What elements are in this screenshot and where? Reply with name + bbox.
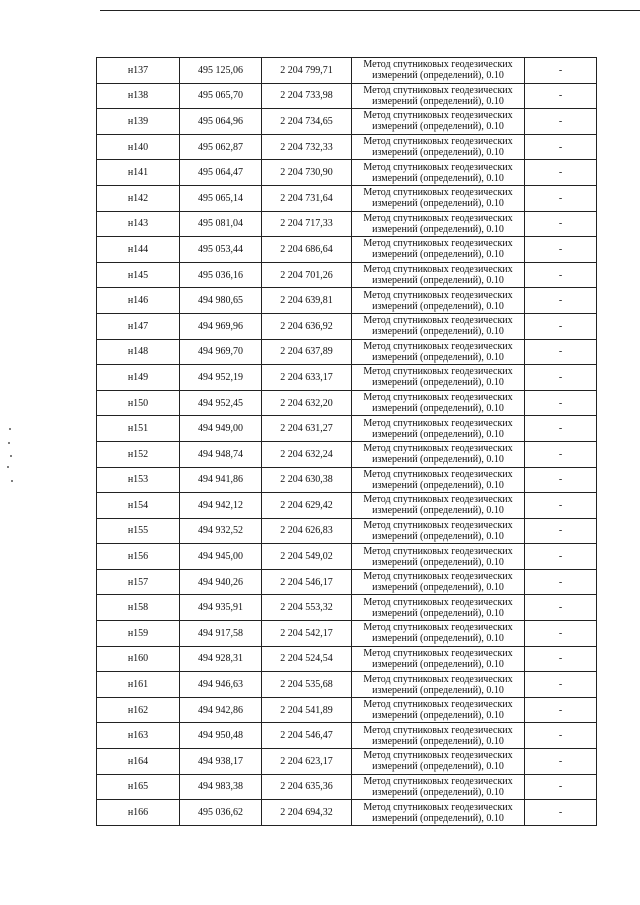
table-row (97, 134, 597, 160)
method-text-line-2: измерений (определений), 0.10 (372, 249, 504, 261)
method-text-line-1: Метод спутниковых геодезических (363, 110, 513, 122)
x-coordinate-cell: 495 065,70 (180, 83, 262, 109)
point-name-cell: н143 (97, 211, 180, 237)
extra-cell (525, 544, 597, 570)
method-text-line-1: Метод спутниковых геодезических (363, 571, 513, 583)
point-name-cell: н164 (97, 749, 180, 775)
table-row (97, 416, 597, 442)
method-text-line-1: Метод спутниковых геодезических (363, 775, 513, 787)
method-text-line-1: Метод спутниковых геодезических (363, 289, 513, 301)
y-coordinate-cell: 2 204 626,83 (262, 518, 352, 544)
method-cell (352, 365, 525, 391)
y-coordinate-cell: 2 204 542,17 (262, 621, 352, 647)
method-text-line-2: измерений (определений), 0.10 (372, 377, 504, 389)
table-row (97, 800, 597, 826)
y-coordinate-cell: 2 204 553,32 (262, 595, 352, 621)
point-name-cell: н163 (97, 723, 180, 749)
extra-cell (525, 185, 597, 211)
method-text-line-1: Метод спутниковых геодезических (363, 417, 513, 429)
dash-mark: - (558, 730, 563, 742)
method-cell (352, 416, 525, 442)
extra-cell (525, 723, 597, 749)
method-cell (352, 441, 525, 467)
extra-cell (525, 441, 597, 467)
method-text-line-1: Метод спутниковых геодезических (363, 494, 513, 506)
dash-mark: - (558, 474, 563, 486)
dash-mark: - (558, 218, 563, 230)
x-coordinate-cell: 494 950,48 (180, 723, 262, 749)
dash-mark: - (558, 295, 563, 307)
x-coordinate-cell: 494 940,26 (180, 569, 262, 595)
table-row (97, 774, 597, 800)
method-cell (352, 518, 525, 544)
point-name-cell: н151 (97, 416, 180, 442)
table-row (97, 262, 597, 288)
method-cell (352, 646, 525, 672)
extra-cell (525, 288, 597, 314)
y-coordinate-cell: 2 204 733,98 (262, 83, 352, 109)
point-name-cell: н141 (97, 160, 180, 186)
x-coordinate-cell: 494 980,65 (180, 288, 262, 314)
table-row (97, 83, 597, 109)
method-text-line-2: измерений (определений), 0.10 (372, 403, 504, 415)
point-name-cell: н139 (97, 109, 180, 135)
y-coordinate-cell: 2 204 639,81 (262, 288, 352, 314)
extra-cell (525, 774, 597, 800)
method-text-line-1: Метод спутниковых геодезических (363, 59, 513, 71)
x-coordinate-cell: 495 065,14 (180, 185, 262, 211)
method-text-line-1: Метод спутниковых геодезических (363, 647, 513, 659)
dash-mark: - (558, 499, 563, 511)
y-coordinate-cell: 2 204 637,89 (262, 339, 352, 365)
extra-cell (525, 160, 597, 186)
method-text-line-2: измерений (определений), 0.10 (372, 735, 504, 747)
table-row (97, 58, 597, 84)
method-text-line-1: Метод спутниковых геодезических (363, 264, 513, 276)
x-coordinate-cell: 495 064,96 (180, 109, 262, 135)
dash-mark: - (558, 90, 563, 102)
method-text-line-2: измерений (определений), 0.10 (372, 479, 504, 491)
method-text-line-1: Метод спутниковых геодезических (363, 596, 513, 608)
x-coordinate-cell: 495 062,87 (180, 134, 262, 160)
method-cell (352, 569, 525, 595)
table-row (97, 313, 597, 339)
extra-cell (525, 595, 597, 621)
table-row (97, 467, 597, 493)
extra-cell (525, 390, 597, 416)
dash-mark: - (558, 346, 563, 358)
method-text-line-2: измерений (определений), 0.10 (372, 70, 504, 82)
method-text-line-1: Метод спутниковых геодезических (363, 468, 513, 480)
method-text-line-1: Метод спутниковых геодезических (363, 545, 513, 557)
method-cell (352, 390, 525, 416)
method-cell (352, 493, 525, 519)
method-text-line-2: измерений (определений), 0.10 (372, 658, 504, 670)
method-text-line-1: Метод спутниковых геодезических (363, 443, 513, 455)
point-name-cell: н161 (97, 672, 180, 698)
table-row (97, 441, 597, 467)
dash-mark: - (558, 64, 563, 76)
method-text-line-1: Метод спутниковых геодезических (363, 392, 513, 404)
method-cell (352, 749, 525, 775)
method-text-line-2: измерений (определений), 0.10 (372, 786, 504, 798)
margin-scan-marks (5, 428, 19, 488)
method-text-line-2: измерений (определений), 0.10 (372, 684, 504, 696)
method-cell (352, 467, 525, 493)
y-coordinate-cell: 2 204 631,27 (262, 416, 352, 442)
x-coordinate-cell: 494 942,12 (180, 493, 262, 519)
point-name-cell: н152 (97, 441, 180, 467)
dash-mark: - (558, 755, 563, 767)
method-cell (352, 595, 525, 621)
extra-cell (525, 749, 597, 775)
point-name-cell: н149 (97, 365, 180, 391)
extra-cell (525, 339, 597, 365)
method-cell (352, 288, 525, 314)
point-name-cell: н166 (97, 800, 180, 826)
method-text-line-1: Метод спутниковых геодезических (363, 340, 513, 352)
point-name-cell: н140 (97, 134, 180, 160)
method-cell (352, 262, 525, 288)
extra-cell (525, 365, 597, 391)
dash-mark: - (558, 551, 563, 563)
point-name-cell: н155 (97, 518, 180, 544)
table-row (97, 595, 597, 621)
dash-mark: - (558, 192, 563, 204)
y-coordinate-cell: 2 204 717,33 (262, 211, 352, 237)
extra-cell (525, 83, 597, 109)
point-name-cell: н153 (97, 467, 180, 493)
method-text-line-1: Метод спутниковых геодезических (363, 212, 513, 224)
y-coordinate-cell: 2 204 734,65 (262, 109, 352, 135)
y-coordinate-cell: 2 204 546,17 (262, 569, 352, 595)
dash-mark: - (558, 704, 563, 716)
method-text-line-2: измерений (определений), 0.10 (372, 761, 504, 773)
y-coordinate-cell: 2 204 686,64 (262, 237, 352, 263)
x-coordinate-cell: 495 053,44 (180, 237, 262, 263)
method-text-line-1: Метод спутниковых геодезических (363, 238, 513, 250)
method-text-line-2: измерений (определений), 0.10 (372, 454, 504, 466)
dash-mark: - (558, 397, 563, 409)
x-coordinate-cell: 495 125,06 (180, 58, 262, 84)
extra-cell (525, 697, 597, 723)
x-coordinate-cell: 494 983,38 (180, 774, 262, 800)
y-coordinate-cell: 2 204 524,54 (262, 646, 352, 672)
extra-cell (525, 58, 597, 84)
dash-mark: - (558, 243, 563, 255)
table-row (97, 569, 597, 595)
extra-cell (525, 237, 597, 263)
method-cell (352, 697, 525, 723)
method-cell (352, 109, 525, 135)
method-text-line-2: измерений (определений), 0.10 (372, 95, 504, 107)
point-name-cell: н157 (97, 569, 180, 595)
x-coordinate-cell: 494 941,86 (180, 467, 262, 493)
point-name-cell: н150 (97, 390, 180, 416)
table-row (97, 493, 597, 519)
table-row (97, 749, 597, 775)
table-row (97, 544, 597, 570)
method-text-line-2: измерений (определений), 0.10 (372, 710, 504, 722)
method-text-line-1: Метод спутниковых геодезических (363, 366, 513, 378)
table-row (97, 339, 597, 365)
method-text-line-2: измерений (определений), 0.10 (372, 505, 504, 517)
method-text-line-1: Метод спутниковых геодезических (363, 519, 513, 531)
y-coordinate-cell: 2 204 799,71 (262, 58, 352, 84)
x-coordinate-cell: 494 952,19 (180, 365, 262, 391)
x-coordinate-cell: 495 064,47 (180, 160, 262, 186)
method-text-line-1: Метод спутниковых геодезических (363, 84, 513, 96)
y-coordinate-cell: 2 204 546,47 (262, 723, 352, 749)
y-coordinate-cell: 2 204 731,64 (262, 185, 352, 211)
table-row (97, 185, 597, 211)
x-coordinate-cell: 494 935,91 (180, 595, 262, 621)
point-name-cell: н144 (97, 237, 180, 263)
point-name-cell: н160 (97, 646, 180, 672)
method-cell (352, 800, 525, 826)
x-coordinate-cell: 494 949,00 (180, 416, 262, 442)
method-text-line-1: Метод спутниковых геодезических (363, 161, 513, 173)
method-text-line-2: измерений (определений), 0.10 (372, 223, 504, 235)
method-cell (352, 672, 525, 698)
point-name-cell: н147 (97, 313, 180, 339)
extra-cell (525, 569, 597, 595)
y-coordinate-cell: 2 204 730,90 (262, 160, 352, 186)
dash-mark: - (558, 602, 563, 614)
x-coordinate-cell: 495 036,62 (180, 800, 262, 826)
table-row (97, 109, 597, 135)
extra-cell (525, 313, 597, 339)
y-coordinate-cell: 2 204 541,89 (262, 697, 352, 723)
y-coordinate-cell: 2 204 632,20 (262, 390, 352, 416)
method-text-line-2: измерений (определений), 0.10 (372, 147, 504, 159)
point-name-cell: н154 (97, 493, 180, 519)
method-text-line-2: измерений (определений), 0.10 (372, 275, 504, 287)
table-row (97, 518, 597, 544)
table-row (97, 390, 597, 416)
method-text-line-2: измерений (определений), 0.10 (372, 198, 504, 210)
method-text-line-1: Метод спутниковых геодезических (363, 622, 513, 634)
method-text-line-2: измерений (определений), 0.10 (372, 812, 504, 824)
dash-mark: - (558, 525, 563, 537)
method-text-line-2: измерений (определений), 0.10 (372, 121, 504, 133)
table-row (97, 211, 597, 237)
point-name-cell: н159 (97, 621, 180, 647)
method-cell (352, 621, 525, 647)
table-row (97, 160, 597, 186)
x-coordinate-cell: 494 945,00 (180, 544, 262, 570)
dash-mark: - (558, 627, 563, 639)
extra-cell (525, 134, 597, 160)
point-name-cell: н142 (97, 185, 180, 211)
point-name-cell: н137 (97, 58, 180, 84)
y-coordinate-cell: 2 204 635,36 (262, 774, 352, 800)
method-text-line-2: измерений (определений), 0.10 (372, 172, 504, 184)
method-cell (352, 774, 525, 800)
extra-cell (525, 800, 597, 826)
x-coordinate-cell: 494 932,52 (180, 518, 262, 544)
x-coordinate-cell: 494 917,58 (180, 621, 262, 647)
method-text-line-2: измерений (определений), 0.10 (372, 556, 504, 568)
dash-mark: - (558, 371, 563, 383)
dash-mark: - (558, 269, 563, 281)
dash-mark: - (558, 781, 563, 793)
method-cell (352, 339, 525, 365)
method-cell (352, 544, 525, 570)
y-coordinate-cell: 2 204 694,32 (262, 800, 352, 826)
dash-mark: - (558, 653, 563, 665)
table-row (97, 365, 597, 391)
x-coordinate-cell: 495 081,04 (180, 211, 262, 237)
y-coordinate-cell: 2 204 630,38 (262, 467, 352, 493)
method-cell (352, 211, 525, 237)
point-name-cell: н158 (97, 595, 180, 621)
method-text-line-2: измерений (определений), 0.10 (372, 582, 504, 594)
method-text-line-1: Метод спутниковых геодезических (363, 315, 513, 327)
point-name-cell: н162 (97, 697, 180, 723)
y-coordinate-cell: 2 204 633,17 (262, 365, 352, 391)
method-cell (352, 160, 525, 186)
x-coordinate-cell: 494 952,45 (180, 390, 262, 416)
extra-cell (525, 493, 597, 519)
x-coordinate-cell: 494 928,31 (180, 646, 262, 672)
extra-cell (525, 467, 597, 493)
x-coordinate-cell: 494 942,86 (180, 697, 262, 723)
x-coordinate-cell: 494 946,63 (180, 672, 262, 698)
table-row (97, 672, 597, 698)
extra-cell (525, 416, 597, 442)
method-text-line-1: Метод спутниковых геодезических (363, 699, 513, 711)
method-text-line-2: измерений (определений), 0.10 (372, 351, 504, 363)
method-text-line-2: измерений (определений), 0.10 (372, 300, 504, 312)
x-coordinate-cell: 494 948,74 (180, 441, 262, 467)
dash-mark: - (558, 167, 563, 179)
point-name-cell: н165 (97, 774, 180, 800)
y-coordinate-cell: 2 204 732,33 (262, 134, 352, 160)
method-text-line-2: измерений (определений), 0.10 (372, 326, 504, 338)
table-row (97, 697, 597, 723)
x-coordinate-cell: 494 969,96 (180, 313, 262, 339)
y-coordinate-cell: 2 204 701,26 (262, 262, 352, 288)
x-coordinate-cell: 494 938,17 (180, 749, 262, 775)
point-name-cell: н156 (97, 544, 180, 570)
dash-mark: - (558, 423, 563, 435)
method-text-line-1: Метод спутниковых геодезических (363, 187, 513, 199)
extra-cell (525, 646, 597, 672)
coordinates-table (96, 57, 597, 826)
method-text-line-2: измерений (определений), 0.10 (372, 428, 504, 440)
point-name-cell: н138 (97, 83, 180, 109)
dash-mark: - (558, 115, 563, 127)
method-text-line-1: Метод спутниковых геодезических (363, 673, 513, 685)
method-cell (352, 185, 525, 211)
x-coordinate-cell: 495 036,16 (180, 262, 262, 288)
method-text-line-1: Метод спутниковых геодезических (363, 801, 513, 813)
y-coordinate-cell: 2 204 535,68 (262, 672, 352, 698)
extra-cell (525, 672, 597, 698)
method-text-line-1: Метод спутниковых геодезических (363, 136, 513, 148)
dash-mark: - (558, 679, 563, 691)
table-row (97, 621, 597, 647)
method-text-line-1: Метод спутниковых геодезических (363, 724, 513, 736)
point-name-cell: н146 (97, 288, 180, 314)
extra-cell (525, 109, 597, 135)
table-row (97, 646, 597, 672)
method-text-line-1: Метод спутниковых геодезических (363, 750, 513, 762)
method-text-line-2: измерений (определений), 0.10 (372, 530, 504, 542)
table-row (97, 288, 597, 314)
dash-mark: - (558, 320, 563, 332)
method-cell (352, 237, 525, 263)
y-coordinate-cell: 2 204 629,42 (262, 493, 352, 519)
method-cell (352, 723, 525, 749)
dash-mark: - (558, 448, 563, 460)
y-coordinate-cell: 2 204 549,02 (262, 544, 352, 570)
extra-cell (525, 262, 597, 288)
extra-cell (525, 518, 597, 544)
method-text-line-2: измерений (определений), 0.10 (372, 607, 504, 619)
dash-mark: - (558, 576, 563, 588)
table-row (97, 237, 597, 263)
coordinates-table-body (97, 58, 597, 826)
y-coordinate-cell: 2 204 632,24 (262, 441, 352, 467)
dash-mark: - (558, 807, 563, 819)
method-cell (352, 58, 525, 84)
extra-cell (525, 211, 597, 237)
dash-mark: - (558, 141, 563, 153)
method-cell (352, 313, 525, 339)
method-cell (352, 134, 525, 160)
method-text-line-2: измерений (определений), 0.10 (372, 633, 504, 645)
point-name-cell: н145 (97, 262, 180, 288)
page-top-rule (100, 10, 640, 11)
extra-cell (525, 621, 597, 647)
y-coordinate-cell: 2 204 636,92 (262, 313, 352, 339)
point-name-cell: н148 (97, 339, 180, 365)
y-coordinate-cell: 2 204 623,17 (262, 749, 352, 775)
method-cell (352, 83, 525, 109)
x-coordinate-cell: 494 969,70 (180, 339, 262, 365)
table-row (97, 723, 597, 749)
